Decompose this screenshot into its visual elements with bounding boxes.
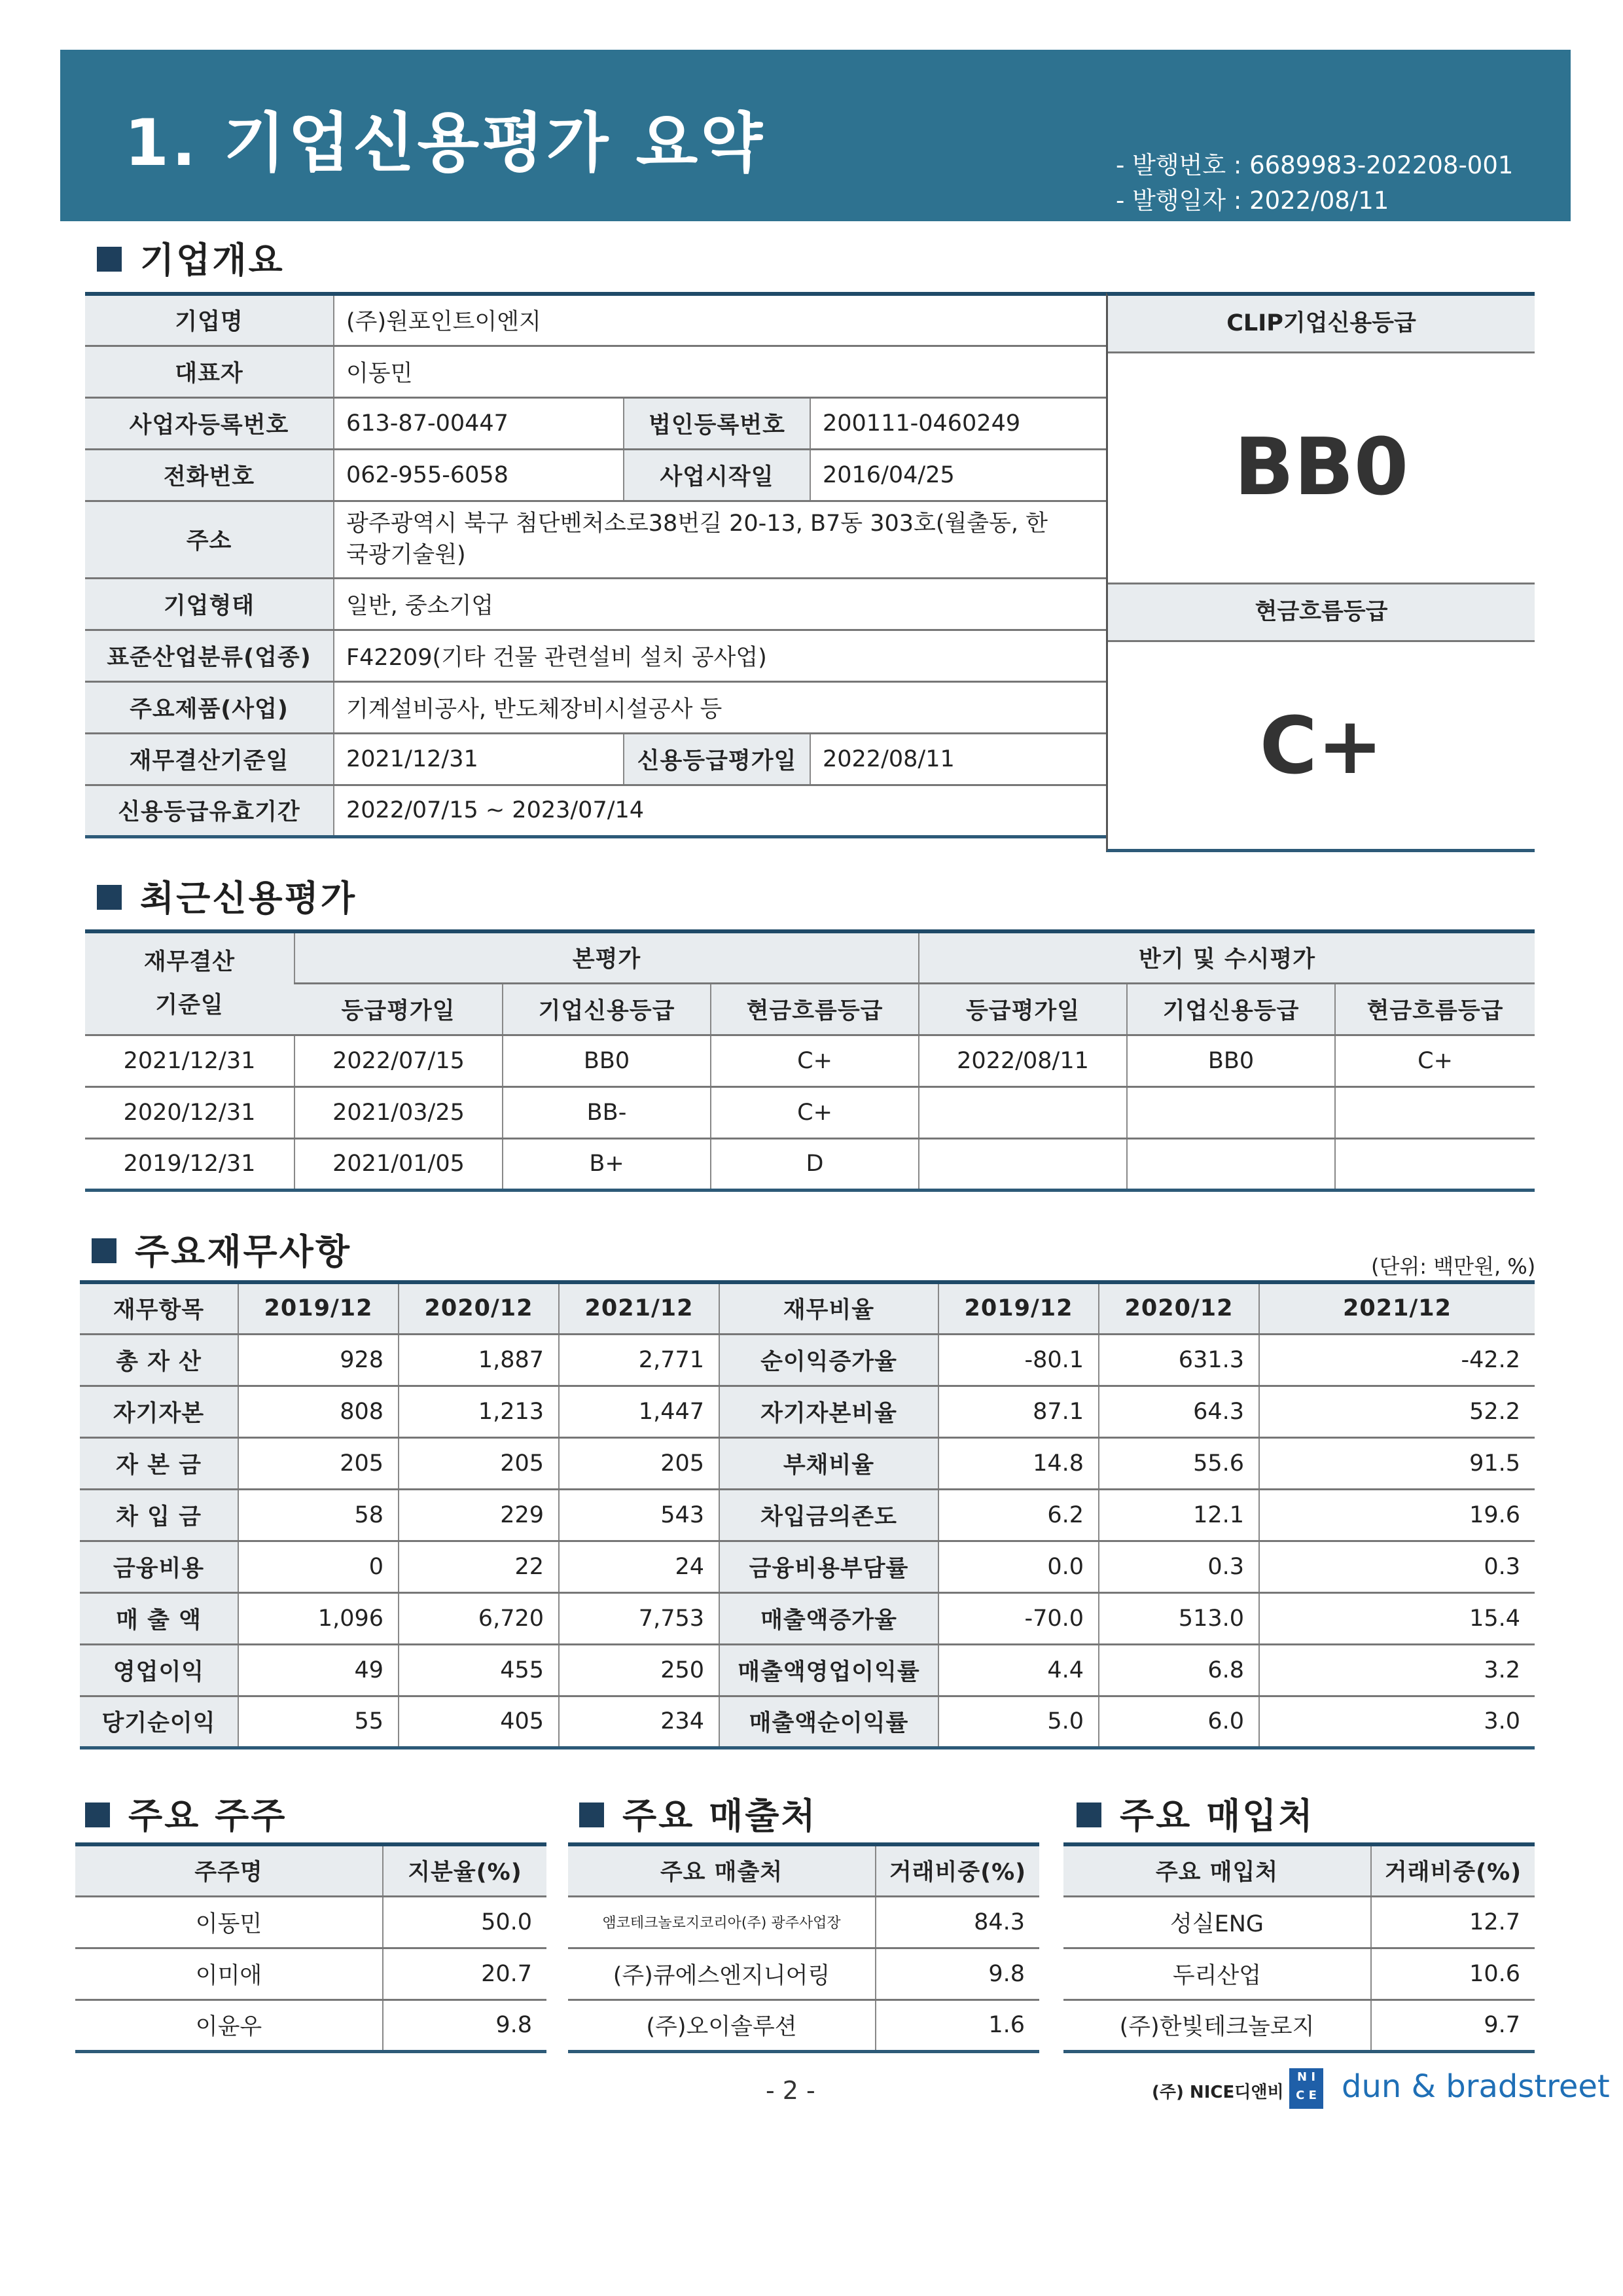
- cell: BB0: [1127, 1035, 1335, 1086]
- table-row: [75, 2000, 546, 2051]
- cell: 1,447: [559, 1386, 719, 1437]
- cell: 50.0: [383, 1896, 546, 1948]
- col-header: 2019/12: [938, 1282, 1099, 1334]
- cell: [1127, 1086, 1335, 1138]
- issue-date: - 발행일자 : 2022/08/11: [1116, 187, 1389, 215]
- label-cell: 사업시작일: [624, 449, 810, 501]
- cell: 0.3: [1259, 1541, 1535, 1592]
- cell: 455: [399, 1644, 559, 1696]
- cell: 2019/12/31: [85, 1138, 294, 1190]
- overview-table: [85, 292, 1106, 838]
- nice-logo-line-2: C E: [1296, 2089, 1317, 2102]
- table-row: [85, 1138, 1535, 1190]
- cell: 87.1: [938, 1386, 1099, 1437]
- table-row: [80, 1437, 1535, 1489]
- col-header: 지분율(%): [383, 1844, 546, 1896]
- cell: 15.4: [1259, 1592, 1535, 1644]
- half-eval-header: 반기 및 수시평가: [919, 931, 1535, 983]
- cell: C+: [1335, 1035, 1535, 1086]
- cell: 64.3: [1099, 1386, 1259, 1437]
- cell: BB-: [503, 1086, 711, 1138]
- table-row: [85, 630, 1106, 681]
- ceo-name: 이동민: [334, 346, 1106, 397]
- cell: 이동민: [75, 1896, 383, 1948]
- label-cell: 전화번호: [85, 449, 334, 501]
- cell: 12.7: [1371, 1896, 1535, 1948]
- industry: F42209(기타 건물 관련설비 설치 공사업): [334, 630, 1106, 681]
- table-row: [80, 1592, 1535, 1644]
- cell: 55.6: [1099, 1437, 1259, 1489]
- label-cell: 기업명: [85, 294, 334, 346]
- row-label: 자 본 금: [80, 1437, 238, 1489]
- cell: 10.6: [1371, 1948, 1535, 2000]
- table-row: [85, 294, 1106, 346]
- row-label: 총 자 산: [80, 1334, 238, 1386]
- col-header: 거래비중(%): [876, 1844, 1039, 1896]
- section-shareholders-heading: [85, 1788, 287, 1839]
- cell: C+: [711, 1086, 919, 1138]
- cell: 58: [238, 1489, 399, 1541]
- square-bullet-icon: [579, 1803, 604, 1827]
- col-header: 현금흐름등급: [711, 983, 919, 1035]
- col-header: 재무항목: [80, 1282, 238, 1334]
- cell: 1,213: [399, 1386, 559, 1437]
- cell: 229: [399, 1489, 559, 1541]
- cell: 543: [559, 1489, 719, 1541]
- cell: -80.1: [938, 1334, 1099, 1386]
- cell: (주)큐에스엔지니어링: [568, 1948, 876, 2000]
- table-row: [80, 1334, 1535, 1386]
- cell: 7,753: [559, 1592, 719, 1644]
- cell: 1,887: [399, 1334, 559, 1386]
- table-row: [80, 1541, 1535, 1592]
- table-row: [85, 785, 1106, 836]
- cell: 6.8: [1099, 1644, 1259, 1696]
- eval-date: 2022/08/11: [810, 733, 1106, 785]
- row-label: 매 출 액: [80, 1592, 238, 1644]
- products: 기계설비공사, 반도체장비시설공사 등: [334, 681, 1106, 733]
- cell: 2,771: [559, 1334, 719, 1386]
- table-header-row: [75, 1844, 546, 1896]
- unit-note: (단위: 백만원, %): [1371, 1254, 1536, 1279]
- cell: 앰코테크놀로지코리아(주) 광주사업장: [568, 1896, 876, 1948]
- grade-panel: [1106, 292, 1535, 852]
- label-cell: 표준산업분류(업종): [85, 630, 334, 681]
- cell: 2021/01/05: [294, 1138, 503, 1190]
- cell: 12.1: [1099, 1489, 1259, 1541]
- label-cell: 법인등록번호: [624, 397, 810, 449]
- row-label: 매출액순이익률: [719, 1696, 938, 1748]
- col-header: 현금흐름등급: [1335, 983, 1535, 1035]
- table-header-row: [85, 931, 1535, 983]
- cell: 9.8: [383, 2000, 546, 2051]
- table-row: [85, 1035, 1535, 1086]
- col-header: 등급평가일: [919, 983, 1127, 1035]
- address: [334, 501, 1106, 578]
- cell: 0.0: [938, 1541, 1099, 1592]
- row-label: 차 입 금: [80, 1489, 238, 1541]
- table-row: [568, 2000, 1039, 2051]
- table-header-row: [568, 1844, 1039, 1896]
- cell: 3.0: [1259, 1696, 1535, 1748]
- cell: 205: [399, 1437, 559, 1489]
- cell: 2021/03/25: [294, 1086, 503, 1138]
- cell: 49: [238, 1644, 399, 1696]
- cell: 205: [559, 1437, 719, 1489]
- cell: -42.2: [1259, 1334, 1535, 1386]
- financial-table: [80, 1280, 1535, 1749]
- table-row: [85, 733, 1106, 785]
- clip-grade-label: CLIP기업신용등급: [1108, 296, 1535, 353]
- company-name: (주)원포인트이엔지: [334, 294, 1106, 346]
- label-cell: 신용등급유효기간: [85, 785, 334, 836]
- square-bullet-icon: [97, 247, 122, 272]
- cell: 이윤우: [75, 2000, 383, 2051]
- col-header: 2020/12: [399, 1282, 559, 1334]
- row-label: 자기자본: [80, 1386, 238, 1437]
- shareholders-table: [75, 1842, 546, 2053]
- table-row: [568, 1896, 1039, 1948]
- section-recent-title: 최근신용평가: [140, 878, 357, 919]
- cell: 20.7: [383, 1948, 546, 2000]
- section-overview-heading: [97, 232, 285, 283]
- cell: [1335, 1086, 1535, 1138]
- cell: 2020/12/31: [85, 1086, 294, 1138]
- table-row: [568, 1948, 1039, 2000]
- label-cell: 신용등급평가일: [624, 733, 810, 785]
- page-title: 1. 기업신용평가 요약: [124, 106, 765, 181]
- cell: 22: [399, 1541, 559, 1592]
- corp-number: 200111-0460249: [810, 397, 1106, 449]
- cell: 19.6: [1259, 1489, 1535, 1541]
- row-label: 매출액영업이익률: [719, 1644, 938, 1696]
- label-cell: 기업형태: [85, 578, 334, 630]
- cell: (주)오이솔루션: [568, 2000, 876, 2051]
- cell: 205: [238, 1437, 399, 1489]
- cell: 0: [238, 1541, 399, 1592]
- cell: -70.0: [938, 1592, 1099, 1644]
- biz-number: 613-87-00447: [334, 397, 624, 449]
- cell: D: [711, 1138, 919, 1190]
- row-label: 부채비율: [719, 1437, 938, 1489]
- table-header-row: [80, 1282, 1535, 1334]
- row-label: 매출액증가율: [719, 1592, 938, 1644]
- cell: 2021/12/31: [85, 1035, 294, 1086]
- section-recent-heading: [97, 870, 357, 921]
- section-financial-title: 주요재무사항: [135, 1231, 351, 1272]
- cell: 6.2: [938, 1489, 1099, 1541]
- fs-header-line-1: 재무결산: [143, 948, 236, 975]
- cell: 1,096: [238, 1592, 399, 1644]
- label-cell: 사업자등록번호: [85, 397, 334, 449]
- table-row: [80, 1489, 1535, 1541]
- row-label: 차입금의존도: [719, 1489, 938, 1541]
- cell: 0.3: [1099, 1541, 1259, 1592]
- col-header: 2020/12: [1099, 1282, 1259, 1334]
- nice-logo-icon: [1289, 2068, 1323, 2109]
- table-row: [1063, 2000, 1535, 2051]
- row-label: 당기순이익: [80, 1696, 238, 1748]
- col-header: 주주명: [75, 1844, 383, 1896]
- cell: 9.8: [876, 1948, 1039, 2000]
- cell: 5.0: [938, 1696, 1099, 1748]
- col-header: 2021/12: [559, 1282, 719, 1334]
- table-row: [85, 449, 1106, 501]
- table-row: [75, 1948, 546, 2000]
- cell: 2022/08/11: [919, 1035, 1127, 1086]
- section-customers-heading: [579, 1788, 817, 1839]
- table-row: [80, 1644, 1535, 1696]
- row-label: 금융비용부담률: [719, 1541, 938, 1592]
- table-row: [85, 346, 1106, 397]
- col-header: 주요 매입처: [1063, 1844, 1371, 1896]
- address-line-1: 광주광역시 북구 첨단벤처소로38번길 20-13, B7동 303호(월출동, 한: [346, 511, 1048, 537]
- row-label: 순이익증가율: [719, 1334, 938, 1386]
- customers-table: [568, 1842, 1039, 2053]
- label-cell: 주소: [85, 501, 334, 578]
- cell: 631.3: [1099, 1334, 1259, 1386]
- table-row: [1063, 1896, 1535, 1948]
- cell: [1335, 1138, 1535, 1190]
- cell: 405: [399, 1696, 559, 1748]
- section-suppliers-heading: [1077, 1788, 1315, 1839]
- col-header: 기업신용등급: [1127, 983, 1335, 1035]
- cell: 1.6: [876, 2000, 1039, 2051]
- cell: 2022/07/15: [294, 1035, 503, 1086]
- fs-date-header: [85, 931, 294, 1035]
- cell: 250: [559, 1644, 719, 1696]
- cell: 6,720: [399, 1592, 559, 1644]
- row-label: 자기자본비율: [719, 1386, 938, 1437]
- square-bullet-icon: [1077, 1803, 1101, 1827]
- label-cell: 주요제품(사업): [85, 681, 334, 733]
- fs-date: 2021/12/31: [334, 733, 624, 785]
- phone-number: 062-955-6058: [334, 449, 624, 501]
- table-row: [1063, 1948, 1535, 2000]
- cell: [919, 1138, 1127, 1190]
- table-header-row: [1063, 1844, 1535, 1896]
- col-header: 등급평가일: [294, 983, 503, 1035]
- label-cell: 대표자: [85, 346, 334, 397]
- valid-period: 2022/07/15 ~ 2023/07/14: [334, 785, 1106, 836]
- section-overview-title: 기업개요: [140, 240, 285, 281]
- col-header: 기업신용등급: [503, 983, 711, 1035]
- table-row: [85, 578, 1106, 630]
- row-label: 금융비용: [80, 1541, 238, 1592]
- page-number: - 2 -: [766, 2076, 815, 2105]
- table-row: [85, 501, 1106, 578]
- cell: 55: [238, 1696, 399, 1748]
- col-header: 2019/12: [238, 1282, 399, 1334]
- cell: [1127, 1138, 1335, 1190]
- cell: 24: [559, 1541, 719, 1592]
- cell: 52.2: [1259, 1386, 1535, 1437]
- cell: BB0: [503, 1035, 711, 1086]
- cell: 성실ENG: [1063, 1896, 1371, 1948]
- cell: 808: [238, 1386, 399, 1437]
- cell: [919, 1086, 1127, 1138]
- label-cell: 재무결산기준일: [85, 733, 334, 785]
- cell: 9.7: [1371, 2000, 1535, 2051]
- nice-logo-line-1: N I: [1296, 2070, 1316, 2084]
- cell: C+: [711, 1035, 919, 1086]
- cash-grade-label: 현금흐름등급: [1108, 584, 1535, 642]
- address-line-2: 국광기술원): [346, 542, 466, 568]
- dnb-logo: dun & bradstreet: [1342, 2068, 1610, 2105]
- table-header-row: [85, 983, 1535, 1035]
- cell: 4.4: [938, 1644, 1099, 1696]
- square-bullet-icon: [85, 1803, 110, 1827]
- nice-label: (주) NICE디앤비: [1152, 2083, 1284, 2102]
- cell: 84.3: [876, 1896, 1039, 1948]
- square-bullet-icon: [97, 885, 122, 910]
- fs-header-line-2: 기준일: [155, 992, 224, 1018]
- table-row: [75, 1896, 546, 1948]
- cell: 두리산업: [1063, 1948, 1371, 2000]
- cell: 6.0: [1099, 1696, 1259, 1748]
- col-header: 주요 매출처: [568, 1844, 876, 1896]
- cell: (주)한빛테크놀로지: [1063, 2000, 1371, 2051]
- clip-grade-value: BB0: [1108, 353, 1535, 584]
- col-header: 2021/12: [1259, 1282, 1535, 1334]
- table-row: [85, 681, 1106, 733]
- cell: 91.5: [1259, 1437, 1535, 1489]
- table-row: [85, 397, 1106, 449]
- start-date: 2016/04/25: [810, 449, 1106, 501]
- recent-eval-table: [85, 929, 1535, 1192]
- col-header: 거래비중(%): [1371, 1844, 1535, 1896]
- table-row: [85, 1086, 1535, 1138]
- section-customers-title: 주요 매출처: [622, 1795, 817, 1837]
- table-row: [80, 1386, 1535, 1437]
- cell: B+: [503, 1138, 711, 1190]
- cell: 513.0: [1099, 1592, 1259, 1644]
- col-header: 재무비율: [719, 1282, 938, 1334]
- square-bullet-icon: [92, 1238, 116, 1263]
- company-type: 일반, 중소기업: [334, 578, 1106, 630]
- cell: 3.2: [1259, 1644, 1535, 1696]
- cell: 14.8: [938, 1437, 1099, 1489]
- cell: 928: [238, 1334, 399, 1386]
- row-label: 영업이익: [80, 1644, 238, 1696]
- cell: 234: [559, 1696, 719, 1748]
- suppliers-table: [1063, 1842, 1535, 2053]
- cash-grade-value: C+: [1259, 701, 1383, 792]
- issue-number: - 발행번호 : 6689983-202208-001: [1116, 151, 1514, 179]
- cell: 이미애: [75, 1948, 383, 2000]
- main-eval-header: 본평가: [294, 931, 919, 983]
- section-shareholders-title: 주요 주주: [128, 1795, 287, 1837]
- table-row: [80, 1696, 1535, 1748]
- section-financial-heading: [92, 1224, 351, 1274]
- section-suppliers-title: 주요 매입처: [1120, 1795, 1315, 1837]
